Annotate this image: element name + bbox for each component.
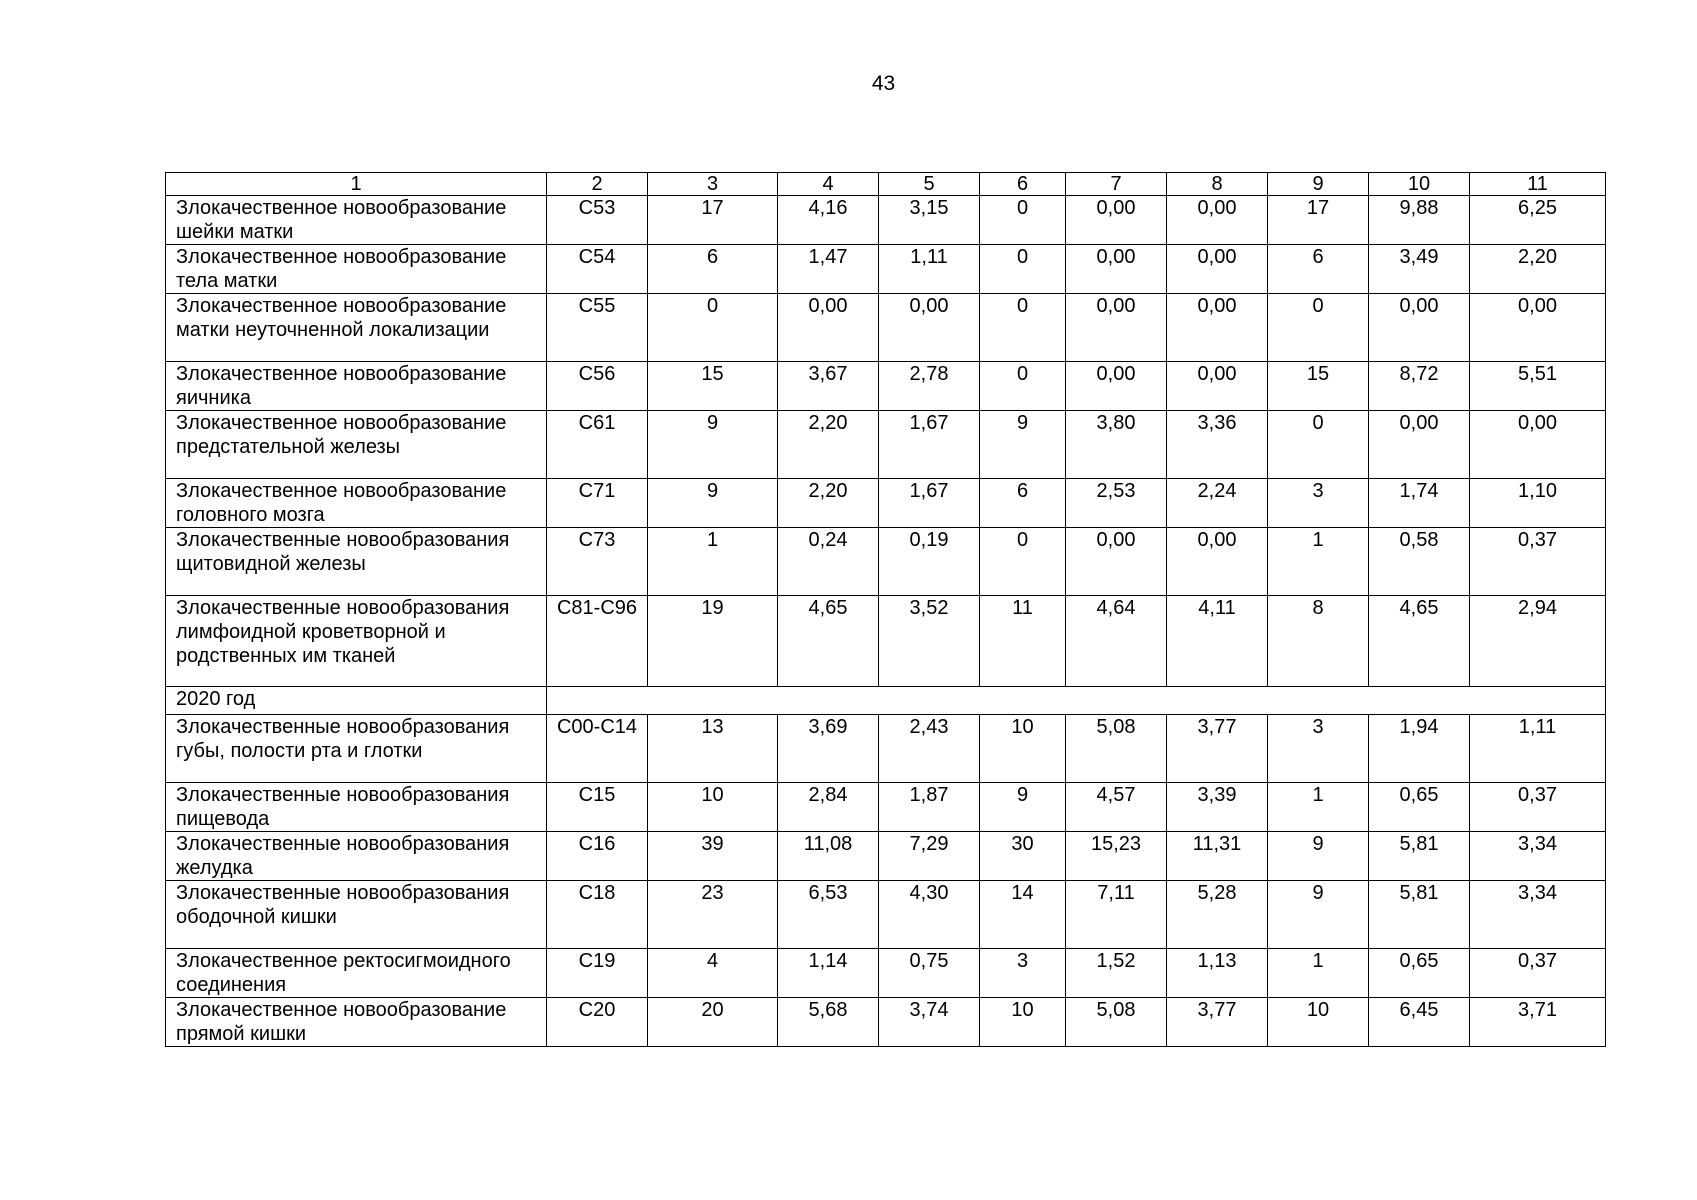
value-cell: 0,37 <box>1470 528 1606 596</box>
icd-code: С71 <box>547 479 648 528</box>
value-cell: 1 <box>1268 949 1369 998</box>
diagnosis-name: Злокачественное новообразование прямой кишки <box>166 998 547 1047</box>
column-number: 6 <box>980 173 1066 196</box>
table-row <box>166 949 1606 998</box>
table-row <box>166 196 1606 245</box>
value-cell: 7,11 <box>1066 881 1167 949</box>
value-cell: 6,45 <box>1369 998 1470 1047</box>
value-cell: 6 <box>1268 245 1369 294</box>
column-number: 11 <box>1470 173 1606 196</box>
value-cell: 1,14 <box>778 949 879 998</box>
diagnosis-name: Злокачественное ректосигмоидного соединения <box>166 949 547 998</box>
value-cell: 1,13 <box>1167 949 1268 998</box>
value-cell: 14 <box>980 881 1066 949</box>
value-cell: 15,23 <box>1066 832 1167 881</box>
table-row <box>166 783 1606 832</box>
value-cell: 2,20 <box>778 479 879 528</box>
table-row <box>166 596 1606 687</box>
value-cell: 13 <box>648 715 778 783</box>
value-cell: 0,00 <box>1470 294 1606 362</box>
column-number: 4 <box>778 173 879 196</box>
column-number: 8 <box>1167 173 1268 196</box>
value-cell: 0,00 <box>1470 411 1606 479</box>
value-cell: 2,53 <box>1066 479 1167 528</box>
value-cell: 4,65 <box>778 596 879 687</box>
value-cell: 9 <box>648 479 778 528</box>
diagnosis-name: Злокачественное новообразование головного мозга <box>166 479 547 528</box>
table-row <box>166 411 1606 479</box>
value-cell: 17 <box>648 196 778 245</box>
icd-code: С19 <box>547 949 648 998</box>
diagnosis-name: Злокачественные новообразования желудка <box>166 832 547 881</box>
value-cell: 3,71 <box>1470 998 1606 1047</box>
value-cell: 7,29 <box>879 832 980 881</box>
column-number: 7 <box>1066 173 1167 196</box>
column-number: 9 <box>1268 173 1369 196</box>
column-number: 2 <box>547 173 648 196</box>
value-cell: 4,65 <box>1369 596 1470 687</box>
value-cell: 9 <box>1268 832 1369 881</box>
table-row <box>166 832 1606 881</box>
table-row <box>166 294 1606 362</box>
value-cell: 30 <box>980 832 1066 881</box>
value-cell: 5,81 <box>1369 832 1470 881</box>
value-cell: 1,74 <box>1369 479 1470 528</box>
value-cell: 3,39 <box>1167 783 1268 832</box>
value-cell: 0,00 <box>778 294 879 362</box>
value-cell: 2,20 <box>1470 245 1606 294</box>
column-number: 3 <box>648 173 778 196</box>
diagnosis-name: Злокачественные новообразования ободочной кишки <box>166 881 547 949</box>
table-row <box>166 245 1606 294</box>
value-cell: 5,08 <box>1066 715 1167 783</box>
value-cell: 6,53 <box>778 881 879 949</box>
icd-code: С61 <box>547 411 648 479</box>
icd-code: С15 <box>547 783 648 832</box>
diagnosis-name: Злокачественное новообразование яичника <box>166 362 547 411</box>
value-cell: 3,69 <box>778 715 879 783</box>
section-row <box>166 687 1606 715</box>
value-cell: 0,65 <box>1369 783 1470 832</box>
table-row <box>166 528 1606 596</box>
icd-code: С53 <box>547 196 648 245</box>
value-cell: 2,43 <box>879 715 980 783</box>
table-row <box>166 998 1606 1047</box>
icd-code: С81-С96 <box>547 596 648 687</box>
diagnosis-name: Злокачественные новообразования лимфоидной кроветворной и родственных им тканей <box>166 596 547 687</box>
icd-code: С54 <box>547 245 648 294</box>
value-cell: 15 <box>648 362 778 411</box>
value-cell: 4,16 <box>778 196 879 245</box>
value-cell: 5,68 <box>778 998 879 1047</box>
value-cell: 1,67 <box>879 479 980 528</box>
value-cell: 0,00 <box>1066 294 1167 362</box>
value-cell: 3,34 <box>1470 832 1606 881</box>
value-cell: 2,78 <box>879 362 980 411</box>
value-cell: 3,80 <box>1066 411 1167 479</box>
section-label: 2020 год <box>166 687 547 715</box>
value-cell: 0,00 <box>1369 294 1470 362</box>
value-cell: 1,11 <box>1470 715 1606 783</box>
value-cell: 11,31 <box>1167 832 1268 881</box>
value-cell: 3,52 <box>879 596 980 687</box>
value-cell: 0,00 <box>1167 362 1268 411</box>
value-cell: 3 <box>1268 479 1369 528</box>
value-cell: 10 <box>648 783 778 832</box>
value-cell: 20 <box>648 998 778 1047</box>
value-cell: 6 <box>980 479 1066 528</box>
value-cell: 1 <box>1268 783 1369 832</box>
table-row <box>166 715 1606 783</box>
value-cell: 1,52 <box>1066 949 1167 998</box>
value-cell: 0,24 <box>778 528 879 596</box>
value-cell: 4,30 <box>879 881 980 949</box>
icd-code: С73 <box>547 528 648 596</box>
section-filler <box>547 687 1606 715</box>
value-cell: 0 <box>648 294 778 362</box>
value-cell: 0 <box>980 362 1066 411</box>
value-cell: 23 <box>648 881 778 949</box>
value-cell: 5,08 <box>1066 998 1167 1047</box>
value-cell: 9,88 <box>1369 196 1470 245</box>
value-cell: 39 <box>648 832 778 881</box>
diagnosis-name: Злокачественное новообразование тела матки <box>166 245 547 294</box>
value-cell: 3,77 <box>1167 998 1268 1047</box>
value-cell: 9 <box>648 411 778 479</box>
icd-code: С00-С14 <box>547 715 648 783</box>
value-cell: 10 <box>980 998 1066 1047</box>
page-number: 43 <box>871 72 896 95</box>
value-cell: 0 <box>980 196 1066 245</box>
value-cell: 0,19 <box>879 528 980 596</box>
value-cell: 10 <box>980 715 1066 783</box>
value-cell: 2,24 <box>1167 479 1268 528</box>
value-cell: 3 <box>1268 715 1369 783</box>
value-cell: 0 <box>980 528 1066 596</box>
icd-code: С56 <box>547 362 648 411</box>
value-cell: 11,08 <box>778 832 879 881</box>
icd-code: С16 <box>547 832 648 881</box>
value-cell: 4,11 <box>1167 596 1268 687</box>
data-table <box>165 172 1606 1047</box>
value-cell: 0,00 <box>1066 528 1167 596</box>
value-cell: 0,37 <box>1470 783 1606 832</box>
value-cell: 6 <box>648 245 778 294</box>
value-cell: 8,72 <box>1369 362 1470 411</box>
diagnosis-name: Злокачественные новообразования пищевода <box>166 783 547 832</box>
table-row <box>166 881 1606 949</box>
value-cell: 3,77 <box>1167 715 1268 783</box>
column-number-row <box>166 173 1606 196</box>
value-cell: 5,51 <box>1470 362 1606 411</box>
table-row <box>166 362 1606 411</box>
value-cell: 1,87 <box>879 783 980 832</box>
value-cell: 15 <box>1268 362 1369 411</box>
diagnosis-name: Злокачественные новообразования губы, полости рта и глотки <box>166 715 547 783</box>
table-row <box>166 479 1606 528</box>
value-cell: 1,47 <box>778 245 879 294</box>
value-cell: 3,67 <box>778 362 879 411</box>
value-cell: 0,00 <box>879 294 980 362</box>
value-cell: 17 <box>1268 196 1369 245</box>
value-cell: 2,20 <box>778 411 879 479</box>
value-cell: 5,28 <box>1167 881 1268 949</box>
value-cell: 19 <box>648 596 778 687</box>
value-cell: 5,81 <box>1369 881 1470 949</box>
value-cell: 8 <box>1268 596 1369 687</box>
column-number: 10 <box>1369 173 1470 196</box>
value-cell: 0 <box>1268 294 1369 362</box>
value-cell: 0,65 <box>1369 949 1470 998</box>
value-cell: 0,00 <box>1369 411 1470 479</box>
icd-code: С55 <box>547 294 648 362</box>
value-cell: 3,74 <box>879 998 980 1047</box>
value-cell: 4,64 <box>1066 596 1167 687</box>
value-cell: 0 <box>1268 411 1369 479</box>
value-cell: 9 <box>1268 881 1369 949</box>
icd-code: С20 <box>547 998 648 1047</box>
value-cell: 3 <box>980 949 1066 998</box>
value-cell: 1 <box>648 528 778 596</box>
value-cell: 0,37 <box>1470 949 1606 998</box>
diagnosis-name: Злокачественные новообразования щитовидной железы <box>166 528 547 596</box>
value-cell: 3,49 <box>1369 245 1470 294</box>
value-cell: 2,94 <box>1470 596 1606 687</box>
value-cell: 0,58 <box>1369 528 1470 596</box>
value-cell: 0 <box>980 294 1066 362</box>
value-cell: 0 <box>980 245 1066 294</box>
value-cell: 10 <box>1268 998 1369 1047</box>
value-cell: 4 <box>648 949 778 998</box>
diagnosis-name: Злокачественное новообразование матки неуточненной локализации <box>166 294 547 362</box>
column-number: 1 <box>166 173 547 196</box>
value-cell: 0,00 <box>1167 294 1268 362</box>
diagnosis-name: Злокачественное новообразование предстательной железы <box>166 411 547 479</box>
value-cell: 1,67 <box>879 411 980 479</box>
value-cell: 6,25 <box>1470 196 1606 245</box>
value-cell: 9 <box>980 783 1066 832</box>
value-cell: 0,00 <box>1167 245 1268 294</box>
value-cell: 3,34 <box>1470 881 1606 949</box>
value-cell: 1 <box>1268 528 1369 596</box>
value-cell: 0,75 <box>879 949 980 998</box>
value-cell: 0,00 <box>1167 196 1268 245</box>
column-number: 5 <box>879 173 980 196</box>
value-cell: 0,00 <box>1066 362 1167 411</box>
value-cell: 3,15 <box>879 196 980 245</box>
value-cell: 0,00 <box>1066 245 1167 294</box>
value-cell: 1,10 <box>1470 479 1606 528</box>
value-cell: 11 <box>980 596 1066 687</box>
value-cell: 1,94 <box>1369 715 1470 783</box>
value-cell: 9 <box>980 411 1066 479</box>
value-cell: 0,00 <box>1066 196 1167 245</box>
diagnosis-name: Злокачественное новообразование шейки матки <box>166 196 547 245</box>
value-cell: 1,11 <box>879 245 980 294</box>
icd-code: С18 <box>547 881 648 949</box>
value-cell: 0,00 <box>1167 528 1268 596</box>
value-cell: 3,36 <box>1167 411 1268 479</box>
value-cell: 4,57 <box>1066 783 1167 832</box>
value-cell: 2,84 <box>778 783 879 832</box>
